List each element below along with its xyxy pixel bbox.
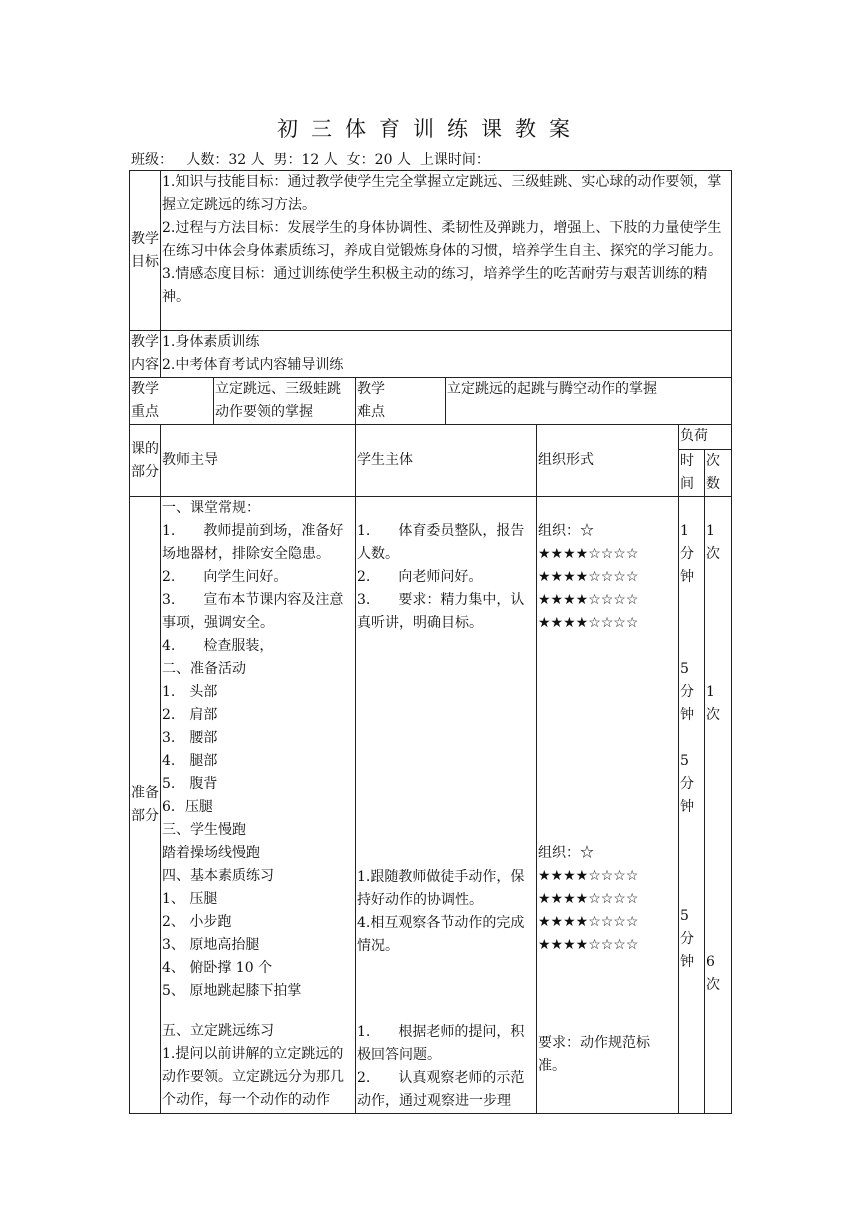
student-line: 1.跟随教师做徒手动作，保持好动作的协调性。 bbox=[357, 869, 525, 908]
org-formation: ★★★★☆☆☆☆ bbox=[538, 546, 639, 562]
teacher-line: 一、课堂常规： bbox=[162, 500, 260, 516]
header-load: 负荷 bbox=[679, 425, 732, 450]
focus-row bbox=[130, 378, 732, 425]
teacher-column bbox=[161, 497, 356, 1114]
objectives-label: 教学 目标 bbox=[130, 171, 161, 331]
header-student: 学生主体 bbox=[356, 425, 537, 497]
content-item: 2.中考体育考试内容辅导训练 bbox=[162, 357, 344, 373]
teacher-line: 踏着操场线慢跑 bbox=[162, 845, 260, 861]
objectives-row bbox=[130, 171, 732, 331]
difficulty-text: 立定跳远的起跳与腾空动作的掌握 bbox=[446, 378, 732, 425]
org-label: 组织：☆ bbox=[538, 845, 594, 861]
page-title: 初三体育训练课教案 bbox=[277, 117, 583, 141]
teacher-line: 2、 小步跑 bbox=[162, 914, 232, 930]
teacher-line: 四、基本素质练习 bbox=[162, 868, 274, 884]
teacher-line: 3. 腰部 bbox=[162, 730, 218, 746]
teacher-line: 五、立定跳远练习 bbox=[162, 1023, 274, 1039]
teacher-line: 4. 检查服装， bbox=[162, 638, 274, 654]
header-teacher: 教师主导 bbox=[161, 425, 356, 497]
objective-item: 2.过程与方法目标：发展学生的身体协调性、柔韧性及弹跳力，增强上、下肢的力量使学生在练习中体会身体素质练习，养成自觉锻炼身体的习惯，培养学生自主、探究的学习能力。 bbox=[162, 220, 722, 259]
header-time: 时 间 bbox=[679, 450, 705, 497]
org-formation: ★★★★☆☆☆☆ bbox=[538, 569, 639, 585]
content-text bbox=[161, 331, 732, 378]
org-formation: ★★★★☆☆☆☆ bbox=[538, 891, 639, 907]
content-item: 1.身体素质训练 bbox=[162, 334, 260, 350]
teacher-line: 二、准备活动 bbox=[162, 661, 246, 677]
teacher-line: 1.提问以前讲解的立定跳远的动作要领。立定跳远分为那几个动作，每一个动作的动作 bbox=[162, 1046, 344, 1108]
objective-item: 1.知识与技能目标：通过教学使学生完全掌握立定跳远、三级蛙跳、实心球的动作要领，掌握立定跳远的练习方法。 bbox=[162, 174, 722, 213]
org-formation: ★★★★☆☆☆☆ bbox=[538, 615, 639, 631]
student-line: 1. 体育委员整队，报告人数。 bbox=[357, 523, 525, 562]
objectives-text bbox=[161, 171, 732, 331]
focus-label: 教学 重点 bbox=[130, 378, 214, 425]
org-formation: ★★★★☆☆☆☆ bbox=[538, 592, 639, 608]
organization-column bbox=[537, 497, 679, 1114]
org-formation: ★★★★☆☆☆☆ bbox=[538, 914, 639, 930]
student-column bbox=[356, 497, 537, 1114]
header-count: 次 数 bbox=[705, 450, 732, 497]
class-info-line: 班级： 人数：32 人 男：12 人 女：20 人 上课时间： bbox=[131, 152, 490, 168]
teacher-line: 三、学生慢跑 bbox=[162, 822, 246, 838]
student-line: 3. 要求：精力集中，认真听讲，明确目标。 bbox=[357, 592, 525, 631]
teacher-line: 5. 腹背 bbox=[162, 776, 218, 792]
header-row bbox=[130, 425, 732, 450]
objective-item: 3.情感态度目标：通过训练使学生积极主动的练习，培养学生的吃苦耐劳与艰苦训练的精神。 bbox=[162, 266, 708, 305]
preparation-label: 准备 部分 bbox=[130, 497, 161, 1114]
student-line: 2. 向老师问好。 bbox=[357, 569, 483, 585]
teacher-line: 4、 俯卧撑 10 个 bbox=[162, 960, 273, 976]
header-organization: 组织形式 bbox=[537, 425, 679, 497]
org-formation: ★★★★☆☆☆☆ bbox=[538, 937, 639, 953]
teacher-line: 2. 向学生问好。 bbox=[162, 569, 288, 585]
org-formation: ★★★★☆☆☆☆ bbox=[538, 868, 639, 884]
teacher-line: 2. 肩部 bbox=[162, 707, 218, 723]
teacher-line: 6．压腿 bbox=[162, 799, 213, 815]
student-line: 2. 认真观察老师的示范动作，通过观察进一步理 bbox=[357, 1070, 525, 1109]
lesson-plan-table bbox=[129, 170, 732, 1114]
time-column: 1 分 钟 5 分 钟 5 分 钟 5 分 钟 bbox=[679, 497, 705, 1114]
focus-text: 立定跳远、三级蛙跳动作要领的掌握 bbox=[214, 378, 356, 425]
content-label: 教学 内容 bbox=[130, 331, 161, 378]
org-requirement: 要求：动作规范标准。 bbox=[538, 1035, 650, 1074]
org-label: 组织：☆ bbox=[538, 523, 594, 539]
teacher-line: 1. 教师提前到场，准备好场地器材，排除安全隐患。 bbox=[162, 523, 344, 562]
count-column: 1 次 1 次 6 次 bbox=[705, 497, 732, 1114]
student-line: 1. 根据老师的提问，积极回答问题。 bbox=[357, 1024, 525, 1063]
header-part: 课的 部分 bbox=[130, 425, 161, 497]
difficulty-label: 教学 难点 bbox=[356, 378, 446, 425]
teacher-line: 3. 宣布本节课内容及注意事项，强调安全。 bbox=[162, 592, 344, 631]
spacer bbox=[162, 1003, 354, 1020]
teacher-line: 1. 头部 bbox=[162, 684, 218, 700]
teacher-line: 1、 压腿 bbox=[162, 891, 218, 907]
teacher-line: 4. 腿部 bbox=[162, 753, 218, 769]
teacher-line: 3、 原地高抬腿 bbox=[162, 937, 260, 953]
preparation-row bbox=[130, 497, 732, 1114]
student-line: 4.相互观察各节动作的完成情况。 bbox=[357, 915, 525, 954]
teacher-line: 5、 原地跳起膝下拍掌 bbox=[162, 983, 302, 999]
content-row bbox=[130, 331, 732, 378]
